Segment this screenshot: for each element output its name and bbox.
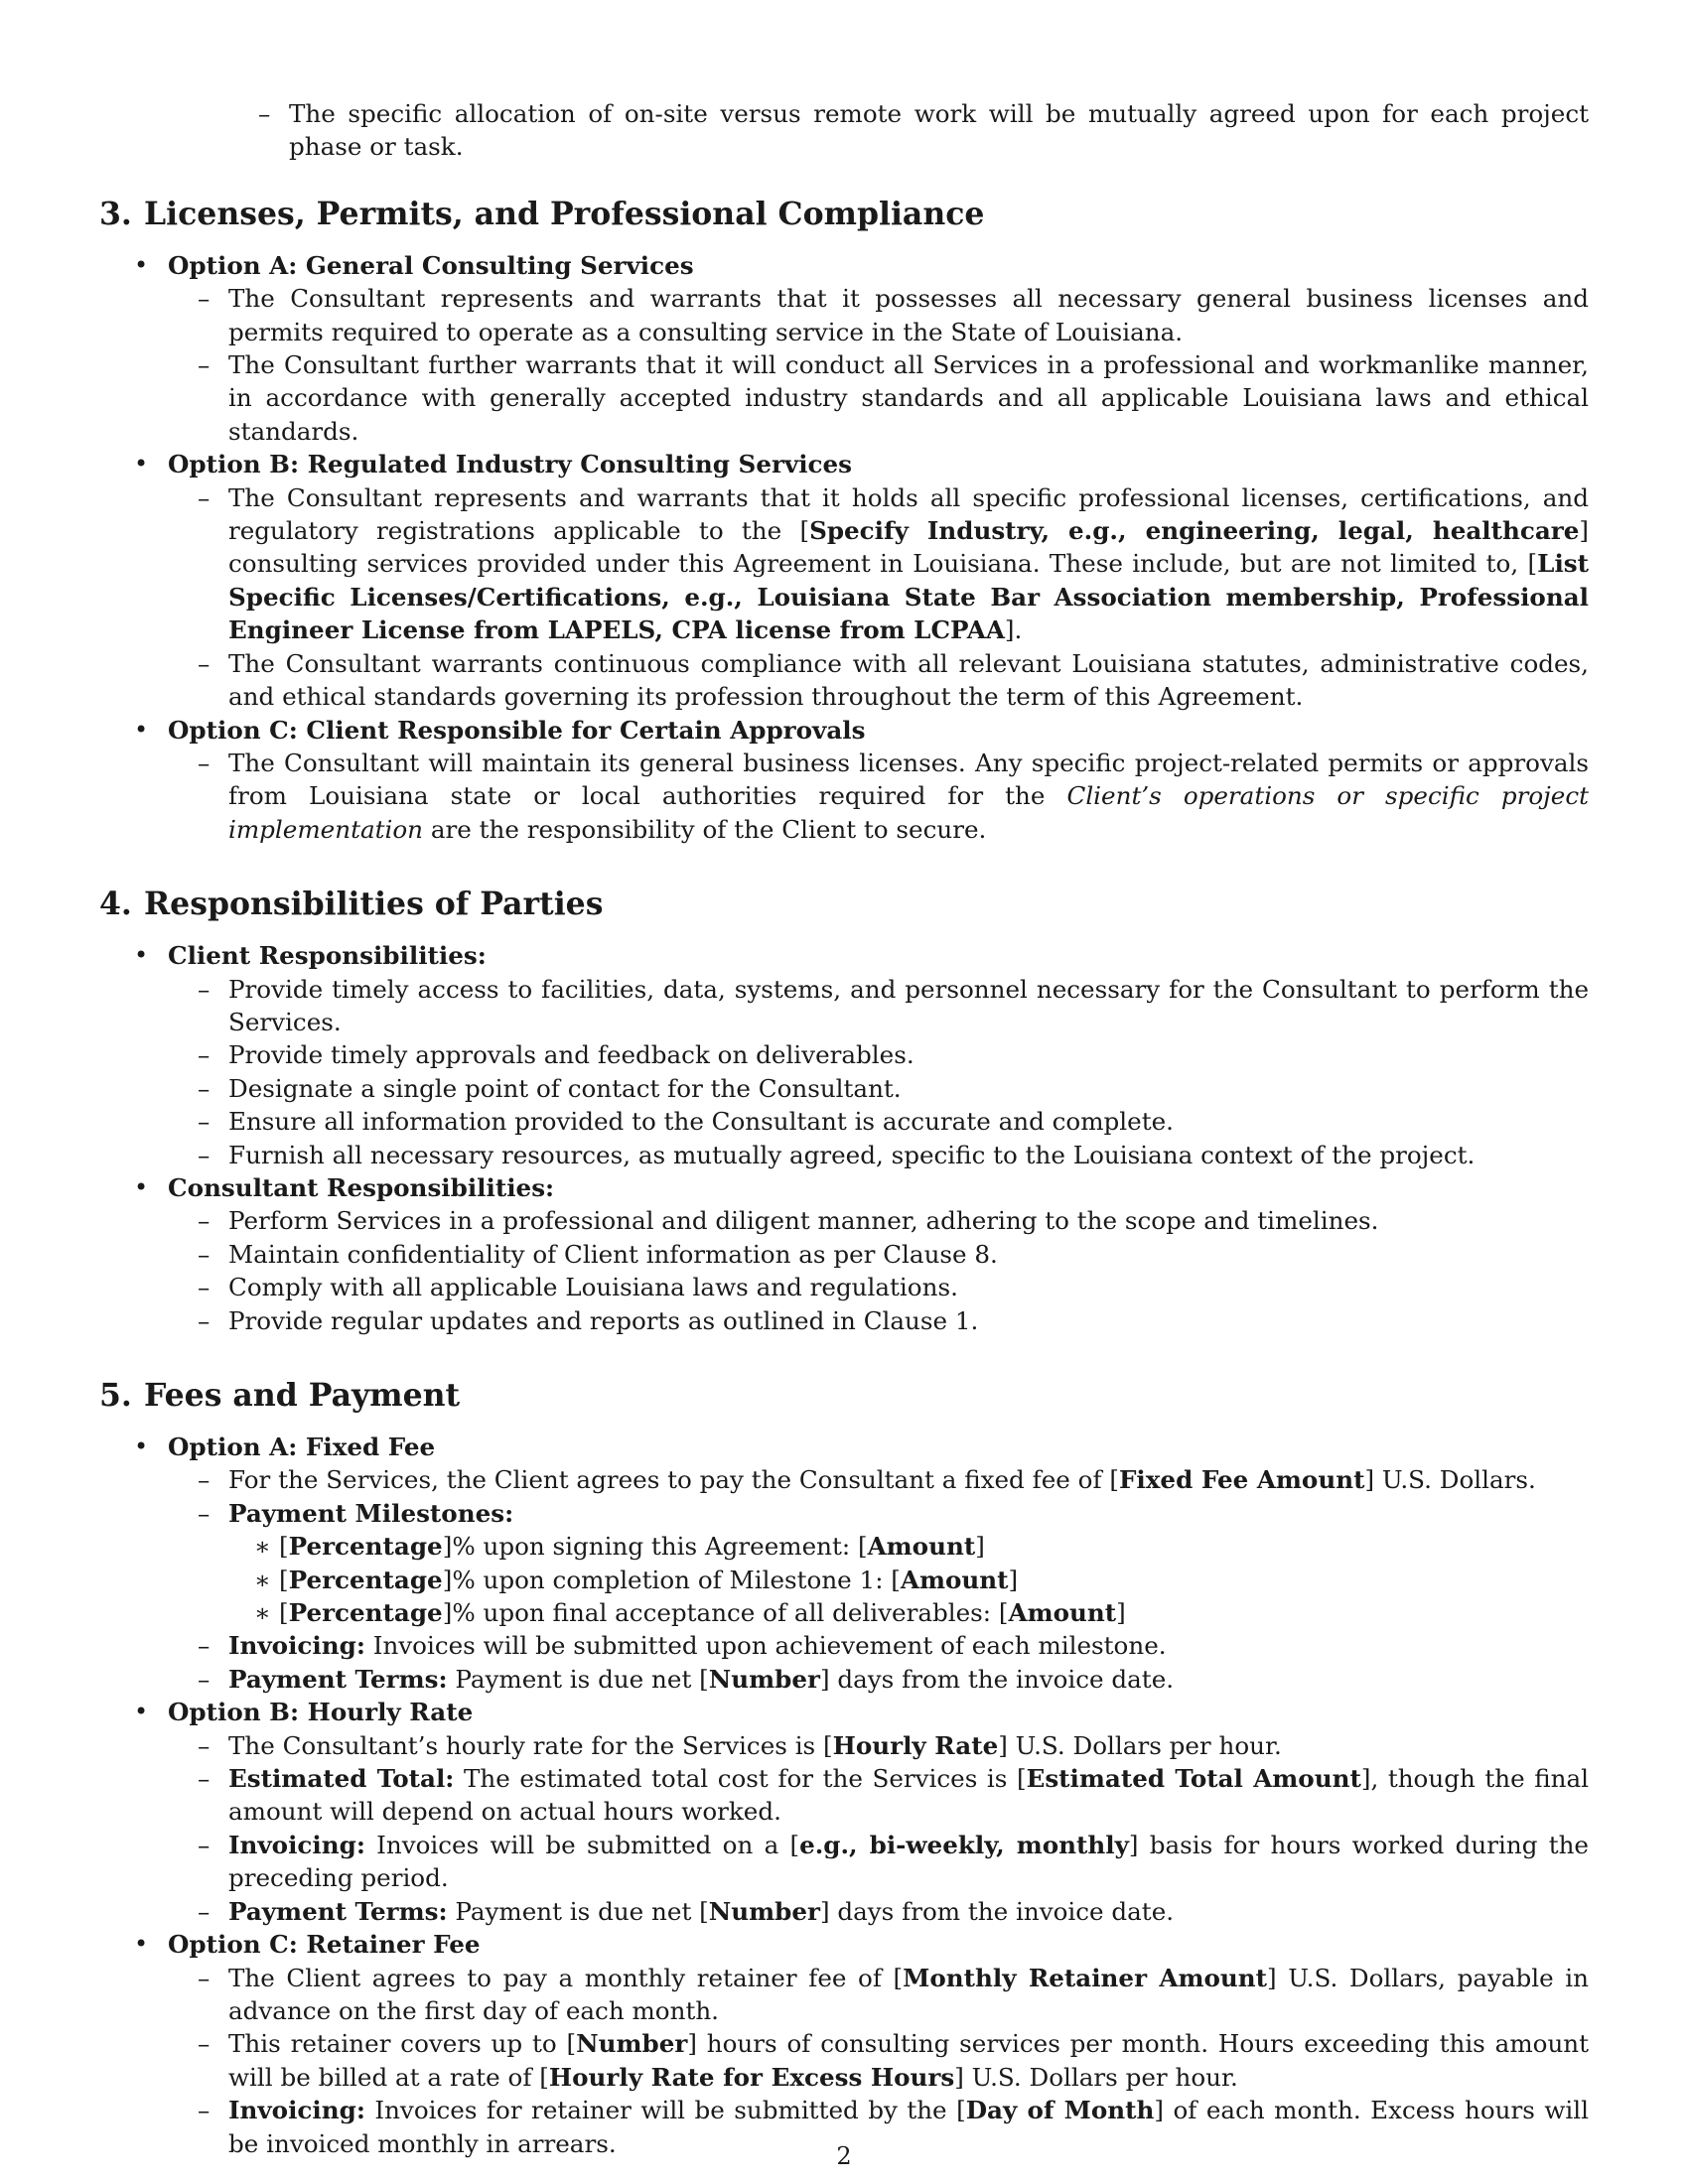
intro-item — [228, 97, 1589, 164]
item-label: Payment Terms: — [228, 1896, 448, 1926]
item-text: Maintain confidentiality of Client information as per Clause 8. — [228, 1239, 998, 1269]
option-a — [99, 249, 1589, 448]
option-b — [99, 1696, 1589, 1928]
placeholder-text: Percentage — [288, 1598, 443, 1628]
section-4-list — [99, 939, 1589, 1337]
item-text: This retainer covers up to [ — [228, 2029, 577, 2059]
section-3-heading — [99, 196, 1589, 233]
option-label: Option B: Regulated Industry Consulting Services — [168, 450, 853, 479]
item-text: Furnish all necessary resources, as mutually agreed, specific to the Louisiana context of the project. — [228, 1140, 1476, 1169]
option-label: Option A: Fixed Fee — [168, 1433, 436, 1461]
placeholder-text: Specify Industry, e.g., engineering, legal, healthcare — [809, 516, 1580, 546]
placeholder-text: Amount — [900, 1565, 1009, 1594]
list-item — [168, 1304, 1589, 1337]
item-label: Payment Milestones: — [228, 1498, 514, 1528]
placeholder-text: Amount — [867, 1532, 976, 1562]
list-item — [168, 1497, 1589, 1630]
item-text: The Consultant will maintain its general business licenses. Any specific project-related permits or approvals from Louisiana state or local authorities required for the — [228, 748, 1589, 811]
item-text: ] U.S. Dollars per hour. — [954, 2062, 1238, 2092]
list-item — [168, 1663, 1589, 1696]
placeholder-text: e.g., bi-weekly, monthly — [799, 1830, 1129, 1859]
section-4-heading — [99, 886, 1589, 923]
section-number: 4. — [99, 886, 132, 923]
item-text: For the Services, the Client agrees to pay the Consultant a fixed fee of [ — [228, 1465, 1119, 1495]
list-item — [168, 1463, 1589, 1496]
option-label: Client Responsibilities: — [168, 941, 487, 971]
section-title: Licenses, Permits, and Professional Compliance — [144, 195, 985, 232]
item-text: Invoices will be submitted upon achievement of each milestone. — [364, 1631, 1167, 1661]
item-text: The Consultant further warrants that it will conduct all Services in a professional and workmanlike manner, in accordance with generally accepted industry standards and all applicable Louisiana laws and ethical standards. — [228, 350, 1589, 446]
section-title: Fees and Payment — [144, 1377, 461, 1414]
item-text: Payment is due net [ — [447, 1896, 709, 1926]
item-label: Invoicing: — [228, 1631, 365, 1661]
placeholder-text: Percentage — [288, 1565, 443, 1594]
milestone-item: ∗ [Percentage]% upon completion of Milestone 1: [Amount] — [228, 1564, 1589, 1596]
placeholder-text: Number — [708, 1896, 820, 1926]
placeholder-text: Day of Month — [965, 2096, 1155, 2125]
option-label: Option C: Retainer Fee — [168, 1930, 481, 1960]
item-text: The Consultant represents and warrants that it possesses all necessary general business licenses and permits required to operate as a consulting service in the State of Louisiana. — [228, 284, 1589, 346]
item-text: The estimated total cost for the Services is [ — [454, 1764, 1027, 1794]
placeholder-text: Monthly Retainer Amount — [903, 1963, 1268, 1992]
list-item — [168, 1204, 1589, 1237]
page-number: 2 — [836, 2142, 852, 2170]
list-item — [168, 282, 1589, 348]
item-text: The Consultant represents and warrants that it holds all specific professional licenses, certifications, and regulatory registrations applicable to the [ — [228, 482, 1589, 546]
item-text: Payment is due net [ — [447, 1664, 709, 1694]
item-text: % upon signing this Agreement: [ — [452, 1532, 868, 1562]
item-text: ] days from the invoice date. — [819, 1896, 1175, 1926]
item-label: Estimated Total: — [228, 1764, 455, 1794]
item-text: Invoices for retainer will be submitted by the [ — [364, 2096, 966, 2125]
document-page — [99, 97, 1589, 2160]
section-3-list — [99, 249, 1589, 846]
section-5-heading — [99, 1377, 1589, 1415]
list-item — [168, 1729, 1589, 1762]
item-text: Ensure all information provided to the Consultant is accurate and complete. — [228, 1107, 1174, 1137]
list-item — [168, 747, 1589, 846]
item-text: ] of each month. Excess hours will be invoiced monthly in arrears. — [228, 2096, 1590, 2158]
item-text: ] consulting services provided under this Agreement in Louisiana. These include, but are not limited to, [ — [228, 516, 1589, 579]
milestone-item: ∗ [Percentage]% upon final acceptance of all deliverables: [Amount] — [228, 1596, 1589, 1629]
item-text: Perform Services in a professional and diligent manner, adhering to the scope and timelines. — [228, 1206, 1379, 1236]
placeholder-text: Number — [576, 2029, 688, 2059]
item-text: ]. — [1004, 615, 1023, 645]
item-text: ] days from the invoice date. — [819, 1664, 1175, 1694]
intro-text: The specific allocation of on-site versus remote work will be mutually agreed upon for each project phase or task. — [289, 99, 1589, 162]
list-item — [168, 1105, 1589, 1138]
section-number: 3. — [99, 195, 132, 232]
placeholder-text: Percentage — [288, 1532, 443, 1562]
item-text: % upon completion of Milestone 1: [ — [452, 1565, 901, 1594]
item-text: Provide regular updates and reports as outlined in Clause 1. — [228, 1305, 979, 1335]
item-text: ] U.S. Dollars per hour. — [998, 1730, 1282, 1760]
item-label: Invoicing: — [228, 1830, 365, 1859]
item-label: Invoicing: — [228, 2096, 365, 2125]
placeholder-text: Hourly Rate — [832, 1730, 999, 1760]
list-item — [168, 1038, 1589, 1071]
list-item — [168, 1139, 1589, 1171]
option-c — [99, 1928, 1589, 2160]
item-text: ] basis for hours worked during the preceding period. — [228, 1830, 1589, 1893]
list-item — [168, 647, 1589, 714]
item-text: Provide timely approvals and feedback on deliverables. — [228, 1040, 914, 1070]
item-text: The Client agrees to pay a monthly retainer fee of [ — [228, 1963, 904, 1992]
list-item — [168, 973, 1589, 1039]
item-text: ], though the final amount will depend on actual hours worked. — [228, 1764, 1589, 1827]
emphasis-text: Client’s operations or specific project implementation — [228, 781, 1589, 844]
list-item — [168, 1962, 1589, 2028]
option-label: Option A: General Consulting Services — [168, 250, 694, 280]
item-text: Comply with all applicable Louisiana laws and regulations. — [228, 1273, 958, 1302]
item-text: Invoices will be submitted on a [ — [364, 1830, 800, 1859]
item-text: % upon final acceptance of all deliverables: [ — [452, 1598, 1009, 1628]
item-text: The Consultant’s hourly rate for the Services is [ — [228, 1730, 833, 1760]
list-item — [168, 1629, 1589, 1662]
item-text: Provide timely access to facilities, data, systems, and personnel necessary for the Consultant to perform the Services. — [228, 974, 1589, 1036]
placeholder-text: Amount — [1008, 1598, 1117, 1628]
milestone-item: ∗ [Percentage]% upon signing this Agreement: [Amount] — [228, 1530, 1589, 1563]
placeholder-text: Estimated Total Amount — [1026, 1764, 1361, 1794]
item-text: ] hours of consulting services per month. Hours exceeding this amount will be billed at a rate of [ — [228, 2029, 1590, 2092]
option-a — [99, 1431, 1589, 1696]
option-b — [99, 448, 1589, 713]
list-item — [168, 348, 1589, 448]
item-label: Payment Terms: — [228, 1664, 448, 1694]
option-label: Option C: Client Responsible for Certain Approvals — [168, 715, 866, 745]
section-number: 5. — [99, 1377, 132, 1414]
list-item — [168, 1762, 1589, 1829]
list-item — [168, 1829, 1589, 1895]
placeholder-text: Number — [708, 1664, 820, 1694]
consultant-responsibilities — [99, 1171, 1589, 1337]
list-item — [168, 1271, 1589, 1303]
option-label: Option B: Hourly Rate — [168, 1698, 474, 1727]
item-text: ] U.S. Dollars. — [1364, 1465, 1536, 1495]
placeholder-text: List Specific Licenses/Certifications, e.g., Louisiana State Bar Association membership, Professional Engineer License from LAPELS, CPA license from LCPAA — [228, 549, 1589, 645]
item-text: The Consultant warrants continuous compliance with all relevant Louisiana statutes, administrative codes, and ethical standards governing its profession throughout the term of this Agreement. — [228, 648, 1589, 712]
item-text: ] U.S. Dollars, payable in advance on the first day of each month. — [228, 1963, 1589, 2025]
section-title: Responsibilities of Parties — [144, 886, 604, 923]
list-item — [168, 1238, 1589, 1271]
item-text: are the responsibility of the Client to secure. — [423, 814, 987, 844]
client-responsibilities — [99, 939, 1589, 1171]
section-5-list — [99, 1431, 1589, 2160]
list-item — [168, 2027, 1589, 2094]
list-item — [168, 1895, 1589, 1928]
item-text: Designate a single point of contact for the Consultant. — [228, 1073, 902, 1103]
list-item — [168, 481, 1589, 647]
placeholder-text: Fixed Fee Amount — [1118, 1465, 1365, 1495]
option-label: Consultant Responsibilities: — [168, 1172, 555, 1202]
placeholder-text: Hourly Rate for Excess Hours — [548, 2062, 955, 2092]
option-c — [99, 714, 1589, 847]
list-item — [168, 1072, 1589, 1105]
